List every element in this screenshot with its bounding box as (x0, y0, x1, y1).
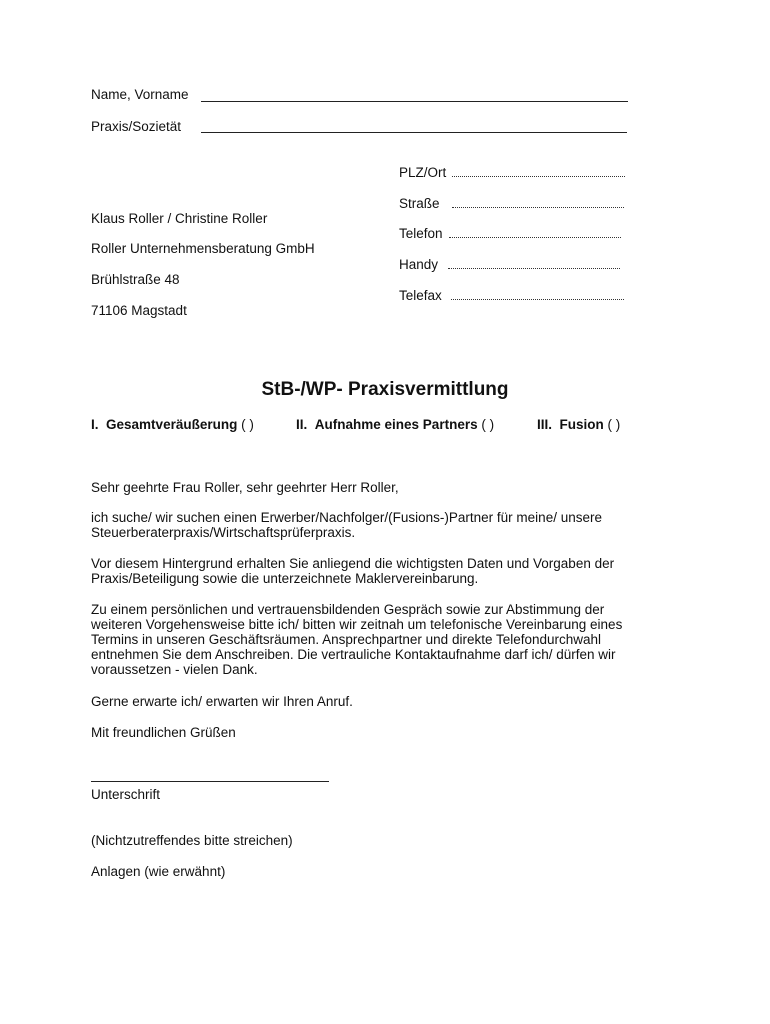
option-checkbox[interactable]: ( ) (607, 417, 621, 432)
attachments: Anlagen (wie erwähnt) (91, 864, 226, 879)
option-fusion[interactable] (537, 417, 620, 432)
paragraph-1: ich suche/ wir suchen einen Erwerber/Nachfolger/(Fusions-)Partner für meine/ unsere Steuerberaterpraxis/Wirtschaftsprüferpraxis. (91, 510, 602, 540)
practice-field[interactable] (201, 132, 627, 133)
contact-field-label: Telefon (399, 226, 443, 241)
contact-field-label: Telefax (399, 288, 442, 303)
recipient-street: Brühlstraße 48 (91, 272, 180, 287)
option-number: III. (537, 417, 553, 432)
contact-field-telefax[interactable] (399, 288, 624, 303)
recipient-name: Klaus Roller / Christine Roller (91, 211, 268, 226)
name-label: Name, Vorname (91, 87, 189, 102)
signature-line[interactable] (91, 781, 329, 782)
option-label: Gesamtveräußerung (106, 417, 238, 432)
contact-field-label: Straße (399, 196, 440, 211)
recipient-company: Roller Unternehmensberatung GmbH (91, 241, 315, 256)
contact-field-label: PLZ/Ort (399, 165, 447, 180)
option-number: I. (91, 417, 99, 432)
paragraph-3: Zu einem persönlichen und vertrauensbildenden Gespräch sowie zur Abstimmung der weiteren Vorgehensweise bitte ich/ bitten wir zeitnah um telefonische Vereinbarung eines Termins in unseren Geschäftsräumen. Ansprechpartner und direkte Telefondurchwahl entnehmen Sie dem Anschreiben. Die vertrauliche Kontaktaufnahme darf ich/ dürfen wir voraussetzen - vielen Dank. (91, 602, 623, 677)
contact-field-strasse[interactable] (399, 196, 624, 211)
option-number: II. (296, 417, 308, 432)
option-label: Fusion (559, 417, 604, 432)
page-title: StB-/WP- Praxisvermittlung (261, 379, 509, 400)
name-field[interactable] (201, 101, 628, 102)
option-aufnahme-partner[interactable] (296, 417, 494, 432)
contact-field-telefon[interactable] (399, 226, 621, 241)
signature-label: Unterschrift (91, 787, 161, 802)
salutation: Sehr geehrte Frau Roller, sehr geehrter Herr Roller, (91, 480, 399, 495)
note: (Nichtzutreffendes bitte streichen) (91, 833, 293, 848)
recipient-city: 71106 Magstadt (91, 303, 187, 318)
option-gesamtveraeusserung[interactable] (91, 417, 254, 432)
contact-field-handy[interactable] (399, 257, 620, 272)
option-checkbox[interactable]: ( ) (481, 417, 495, 432)
contact-field-label: Handy (399, 257, 439, 272)
closing: Mit freundlichen Grüßen (91, 725, 236, 740)
practice-label: Praxis/Sozietät (91, 119, 182, 134)
option-checkbox[interactable]: ( ) (241, 417, 254, 432)
paragraph-2: Vor diesem Hintergrund erhalten Sie anliegend die wichtigsten Daten und Vorgaben der Praxis/Beteiligung sowie die unterzeichnete Maklervereinbarung. (91, 556, 615, 586)
contact-field-plz[interactable] (399, 165, 625, 180)
option-label: Aufnahme eines Partners (314, 417, 478, 432)
paragraph-4: Gerne erwarte ich/ erwarten wir Ihren Anruf. (91, 694, 353, 709)
